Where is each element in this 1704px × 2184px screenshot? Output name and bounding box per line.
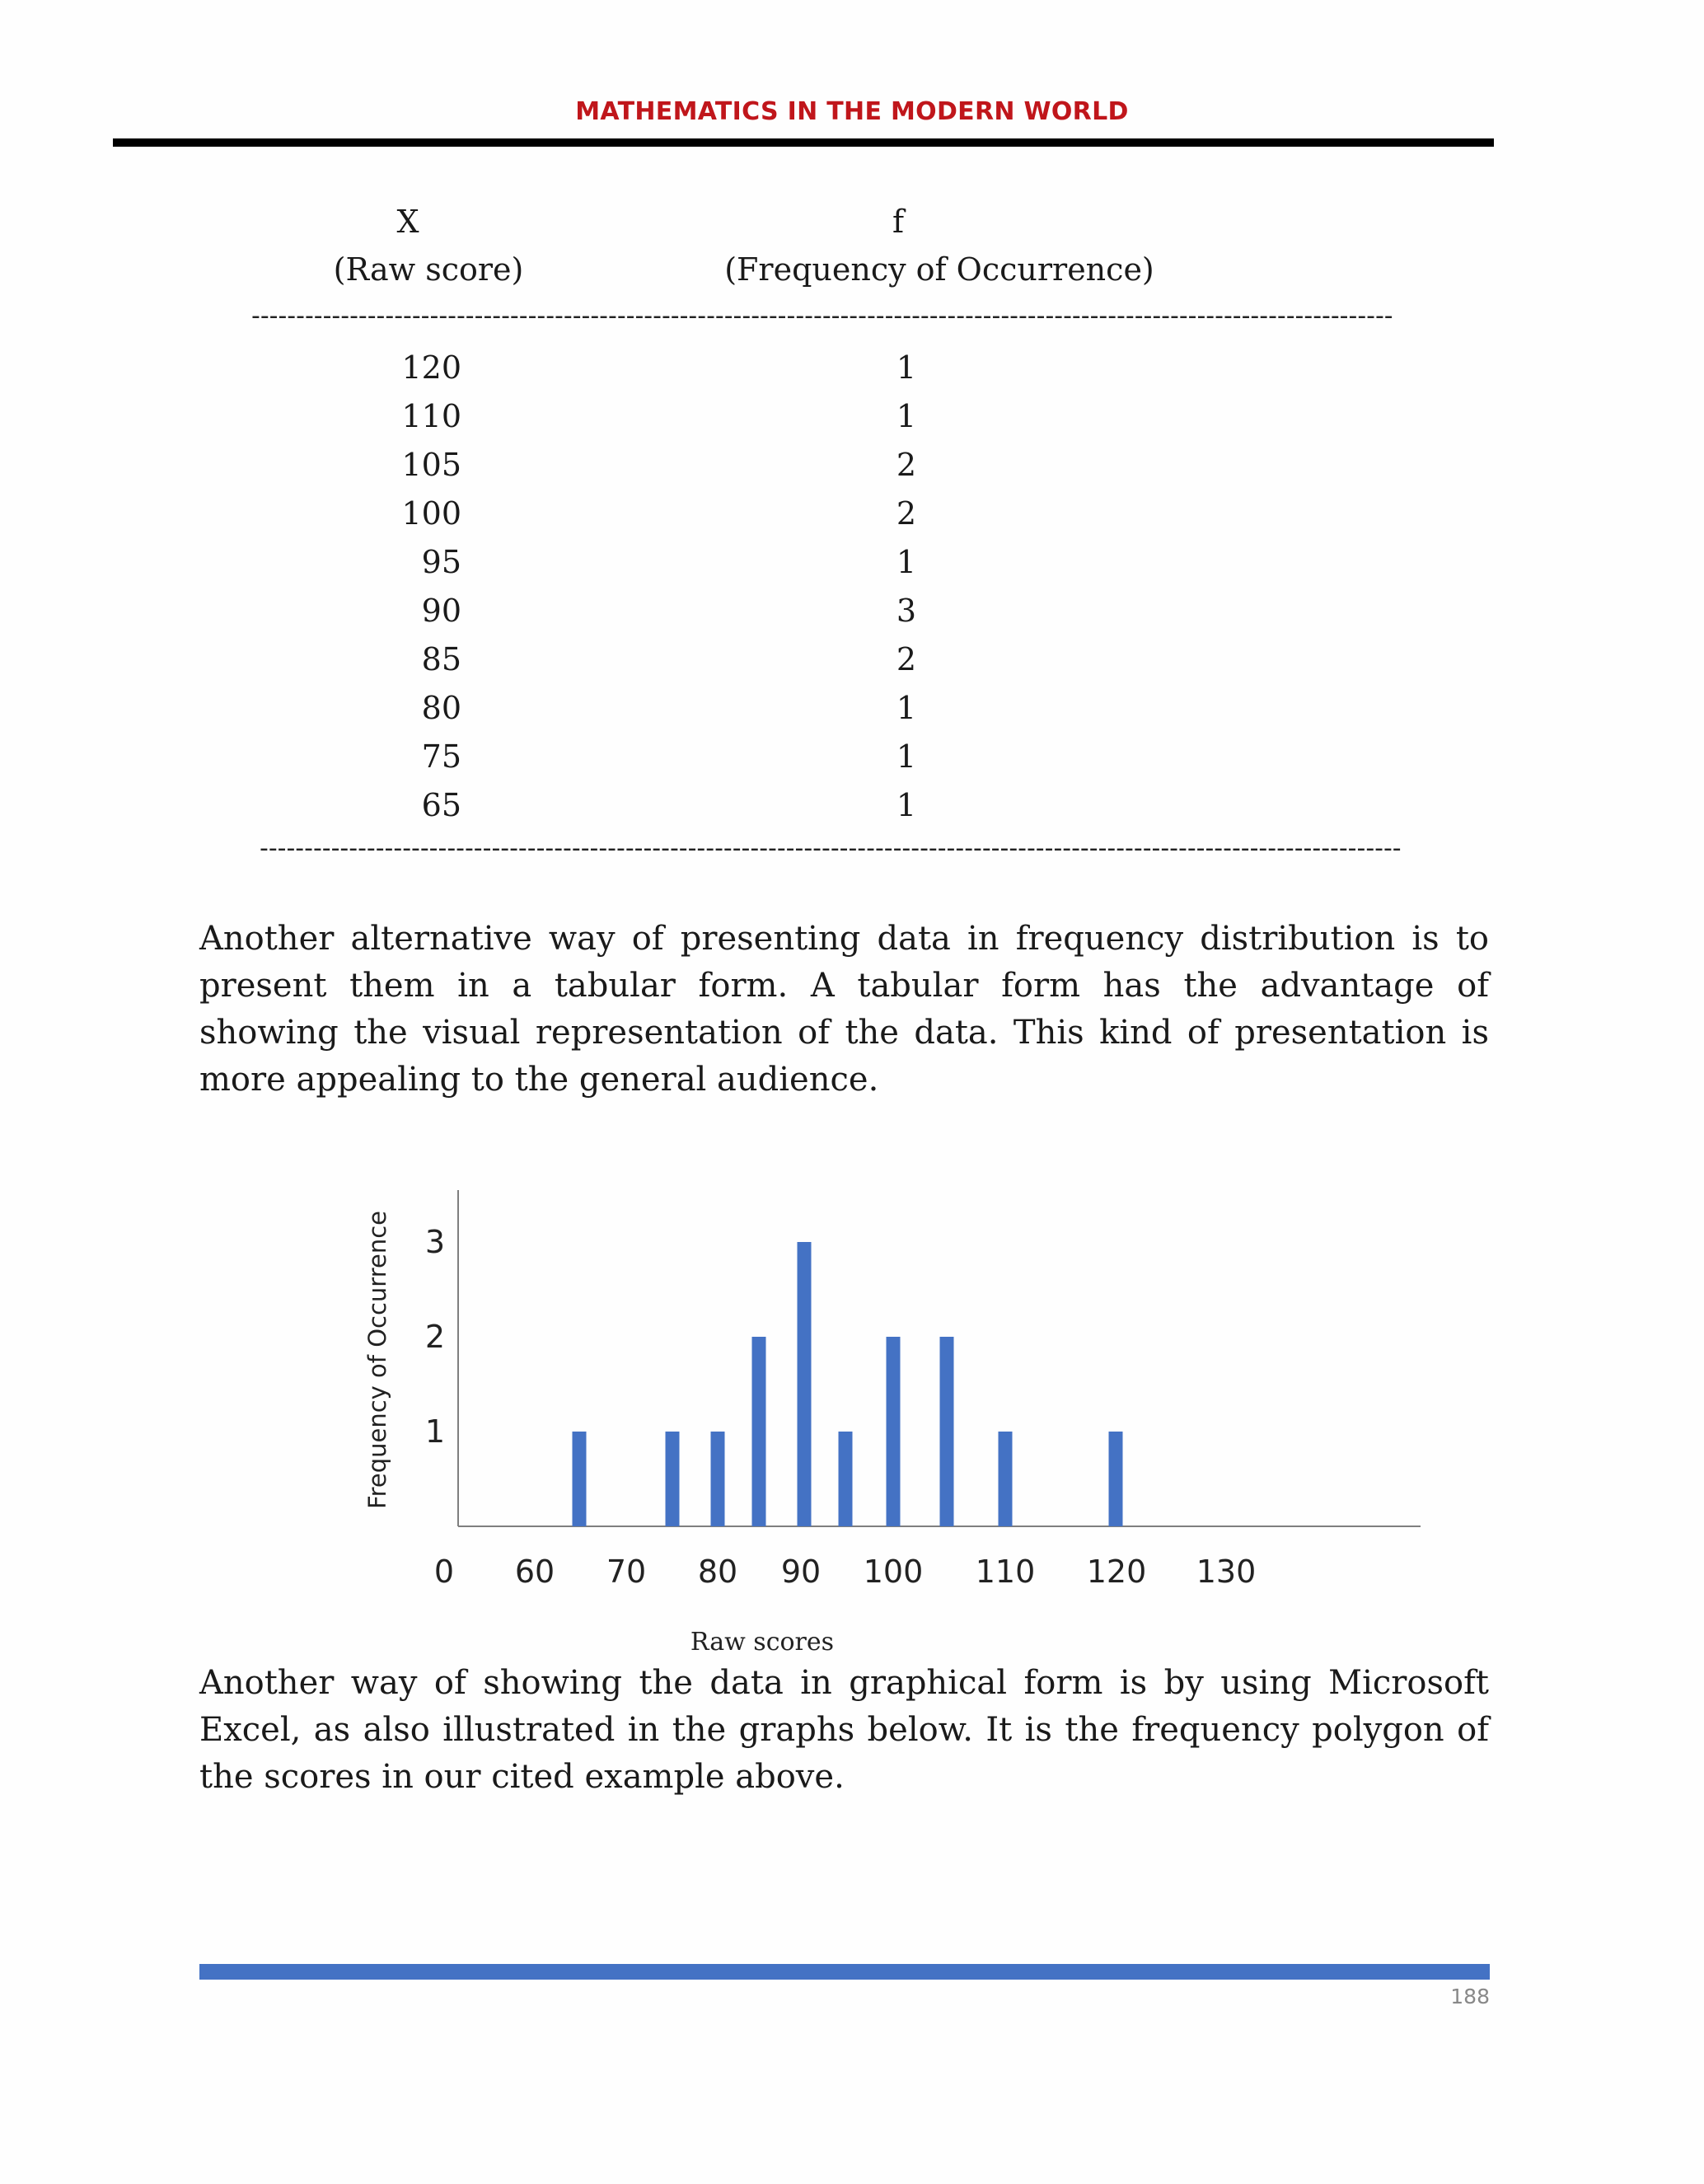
table-cell-f: 1 [896, 738, 917, 775]
y-tick-label: 1 [424, 1413, 445, 1450]
bar-110 [999, 1432, 1013, 1526]
x-tick-label: 120 [1086, 1554, 1147, 1590]
table-col-f-symbol: f [892, 204, 905, 240]
header-rule [113, 138, 1494, 147]
bar-85 [752, 1337, 766, 1526]
frequency-bar-chart [346, 1170, 1442, 1665]
y-axis-title: Frequency of Occurrence [363, 1210, 391, 1510]
x-tick-label: 80 [697, 1554, 738, 1590]
bar-65 [573, 1432, 587, 1526]
paragraph-excel-graph: Another way of showing the data in graphical form is by using Microsoft Excel, as also illustrated in the graphs below. It is the frequency polygon of the scores in our cited example above. [199, 1664, 1489, 1796]
y-tick-label: 2 [424, 1319, 445, 1355]
table-cell-x: 120 [401, 349, 461, 386]
x-tick-label: 90 [780, 1554, 822, 1590]
table-bottom-divider: -------------------------------------------------------------------------------------------------------------------------------- [260, 834, 1402, 863]
table-cell-x: 85 [421, 641, 461, 677]
table-cell-f: 1 [896, 544, 917, 580]
table-cell-x: 75 [421, 738, 461, 775]
table-cell-x: 80 [421, 690, 461, 726]
bar-120 [1109, 1432, 1123, 1526]
table-col-x-label: (Raw score) [333, 251, 524, 288]
bar-95 [839, 1432, 853, 1526]
table-cell-f: 1 [896, 398, 917, 434]
table-x-column [346, 344, 461, 830]
page-number: 188 [1450, 1985, 1490, 2008]
x-tick-label: 130 [1196, 1554, 1257, 1590]
table-col-f-label: (Frequency of Occurrence) [724, 251, 1154, 288]
bar-90 [798, 1242, 812, 1526]
table-cell-f: 2 [896, 447, 917, 483]
table-cell-f: 1 [896, 787, 917, 823]
x-tick-label: 60 [514, 1554, 555, 1590]
bar-105 [940, 1337, 954, 1526]
x-tick-label: 70 [606, 1554, 647, 1590]
table-cell-f: 3 [896, 593, 917, 629]
table-cell-x: 105 [401, 447, 461, 483]
frequency-bar-chart-svg [346, 1170, 1442, 1665]
table-cell-f: 1 [896, 690, 917, 726]
table-cell-f: 2 [896, 495, 917, 532]
table-cell-x: 110 [401, 398, 461, 434]
table-cell-x: 100 [401, 495, 461, 532]
table-col-x-symbol: X [396, 204, 419, 240]
table-top-divider: -------------------------------------------------------------------------------------------------------------------------------- [251, 302, 1393, 330]
bar-75 [666, 1432, 680, 1526]
table-cell-x: 65 [421, 787, 461, 823]
table-f-column [882, 344, 931, 830]
x-tick-label: 110 [975, 1554, 1036, 1590]
bar-100 [887, 1337, 901, 1526]
x-tick-label: 100 [863, 1554, 924, 1590]
table-cell-f: 2 [896, 641, 917, 677]
table-cell-f: 1 [896, 349, 917, 386]
footer-bar [199, 1964, 1490, 1980]
x-axis-title: Raw scores [690, 1628, 835, 1657]
x-tick-label: 0 [433, 1554, 455, 1590]
running-header-title: MATHEMATICS IN THE MODERN WORLD [575, 97, 1129, 126]
y-tick-label: 3 [424, 1224, 445, 1260]
bar-80 [711, 1432, 725, 1526]
paragraph-tabular-form: Another alternative way of presenting data in frequency distribution is to present them in a tabular form. A tabular form has the advantage of showing the visual representation of the data. This kind of presentation is more appealing to the general audience. [199, 920, 1489, 1099]
table-cell-x: 95 [421, 544, 461, 580]
table-cell-x: 90 [421, 593, 461, 629]
